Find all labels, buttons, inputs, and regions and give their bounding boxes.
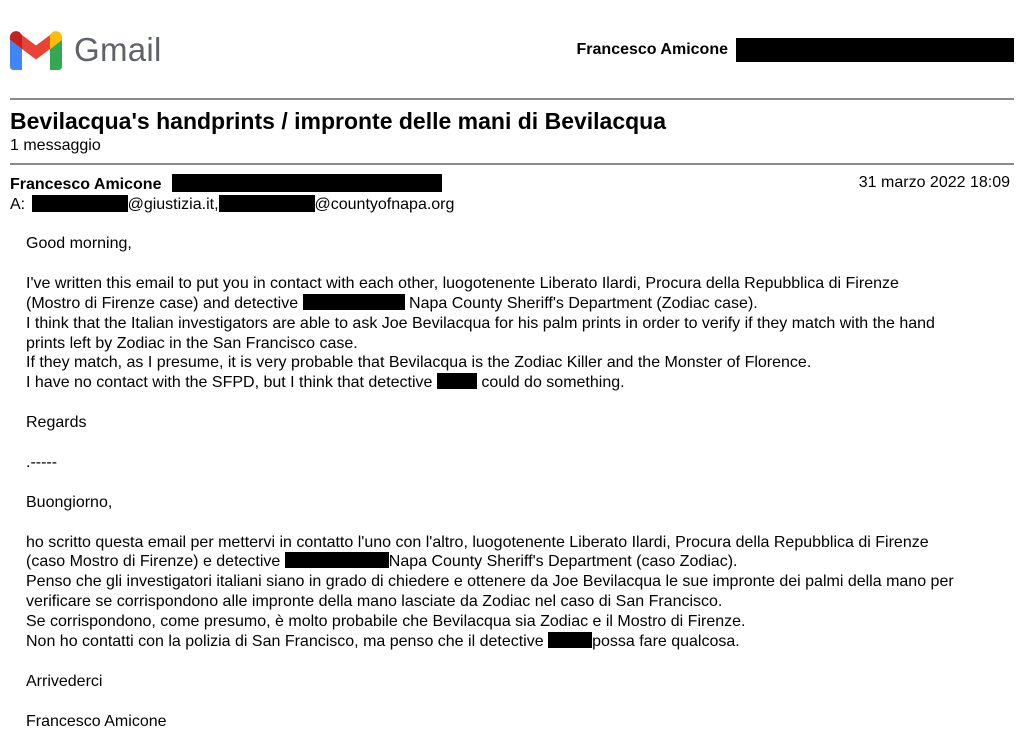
body-text: (caso Mostro di Firenze) e detective	[26, 553, 281, 571]
body-text: Napa County Sheriff's Department (caso Zodiac).	[388, 553, 738, 571]
redacted-email	[736, 38, 1014, 62]
body-text: (Mostro di Firenze case) and detective	[26, 294, 299, 312]
signature: Francesco Amicone	[26, 712, 167, 730]
message-body	[26, 234, 1011, 732]
redacted-detective-name	[548, 632, 592, 648]
recipient-domain-2: @countyofnapa.org	[314, 196, 455, 213]
recipient-domain-1: @giustizia.it,	[127, 196, 219, 213]
gmail-m-icon	[10, 31, 62, 70]
body-text: possa fare qualcosa.	[592, 633, 740, 651]
body-line: Penso che gli investigatori italiani siano in grado di chiedere e ottenere da Joe Bevilacqua le sue impronte dei palmi della mano per	[26, 573, 954, 591]
greeting-en: Good morning,	[26, 235, 132, 252]
body-line	[26, 373, 1011, 393]
gmail-logo	[10, 28, 162, 72]
redacted-detective-name	[285, 552, 389, 568]
print-header	[10, 28, 1014, 72]
body-line: prints left by Zodiac in the San Francisco case.	[26, 334, 358, 352]
thread-subject: Bevilacqua's handprints / impronte delle mani di Bevilacqua	[10, 108, 667, 134]
body-line: I think that the Italian investigators are able to ask Joe Bevilacqua for his palm prints in order to verify if they match with the hand	[26, 314, 935, 332]
redacted-recipient-1	[32, 195, 128, 212]
greeting-it: Buongiorno,	[26, 493, 113, 511]
body-line: verificare se corrispondono alle impronte della mano lasciate da Zodiac nel caso di San Francisco.	[26, 593, 723, 611]
redacted-detective-name	[303, 294, 405, 310]
body-line	[26, 552, 1011, 572]
body-text: I have no contact with the SFPD, but I think that detective	[26, 374, 433, 392]
to-label: A:	[10, 196, 26, 213]
account-info	[577, 38, 1014, 62]
body-line: Se corrispondono, come presumo, è molto probabile che Bevilacqua sia Zodiac e il Mostro di Firenze.	[26, 613, 746, 631]
gmail-wordmark: Gmail	[74, 31, 162, 68]
subject-divider	[10, 163, 1014, 165]
sender-name: Francesco Amicone	[10, 176, 162, 193]
message-header	[10, 174, 1014, 194]
message-date: 31 marzo 2022 18:09	[858, 174, 1010, 191]
body-line: I've written this email to put you in contact with each other, luogotenente Liberato Ilardi, Procura della Repubblica di Firenze	[26, 274, 899, 292]
recipients	[10, 195, 454, 214]
account-name: Francesco Amicone	[576, 41, 728, 58]
body-text: Napa County Sheriff's Department (Zodiac case).	[409, 294, 758, 312]
message-count: 1 messaggio	[10, 137, 101, 154]
header-divider	[10, 98, 1014, 100]
farewell: Arrivederci	[26, 672, 103, 690]
separator: .-----	[26, 453, 58, 471]
body-line	[26, 632, 1011, 652]
body-line: If they match, as I presume, it is very probable that Bevilacqua is the Zodiac Killer and the Monster of Florence.	[26, 354, 812, 372]
redacted-detective-name	[437, 373, 477, 389]
body-line	[26, 294, 1011, 314]
regards: Regards	[26, 414, 87, 432]
body-line: ho scritto questa email per mettervi in contatto l'uno con l'altro, luogotenente Liberato Ilardi, Procura della Repubblica di Firenze	[26, 533, 929, 551]
body-text: Non ho contatti con la polizia di San Francisco, ma penso che il detective	[26, 633, 544, 651]
body-text: could do something.	[481, 374, 625, 392]
redacted-recipient-2	[219, 195, 315, 212]
redacted-sender-email	[172, 174, 442, 192]
